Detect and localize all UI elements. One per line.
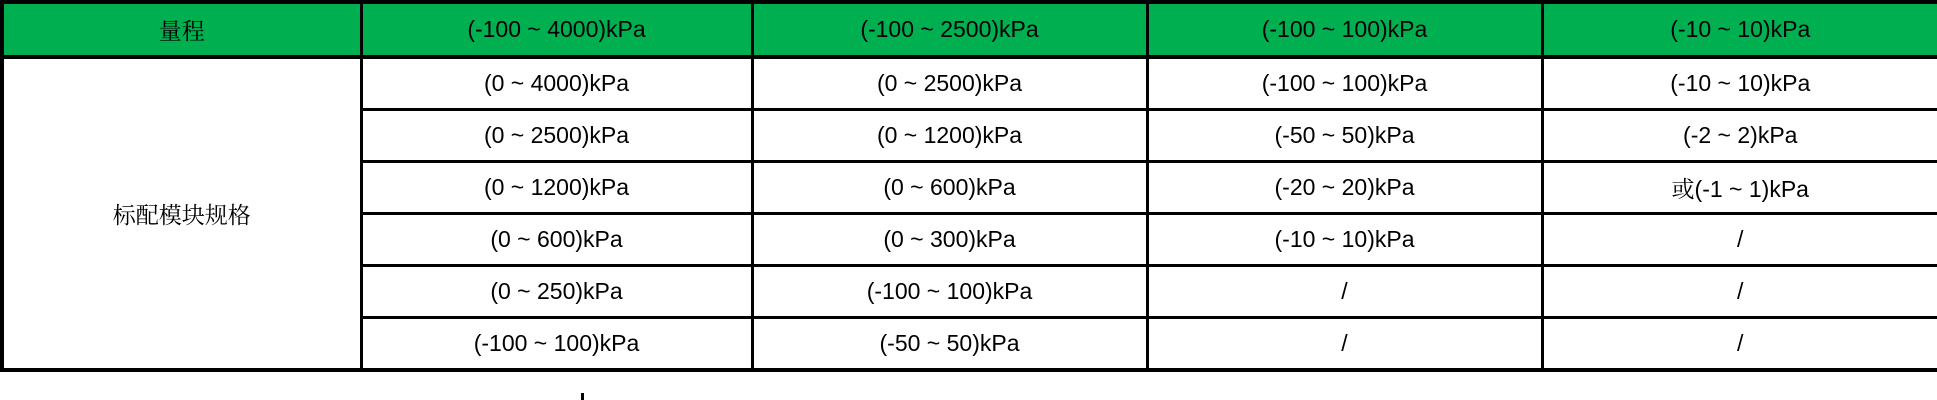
range-cell: (-50 ~ 50)kPa — [1147, 110, 1542, 162]
range-cell: (-20 ~ 20)kPa — [1147, 162, 1542, 214]
range-cell: (0 ~ 4000)kPa — [361, 57, 752, 110]
range-cell: / — [1147, 266, 1542, 318]
table-header-row — [2, 2, 1937, 57]
range-cell: (-100 ~ 100)kPa — [1147, 57, 1542, 110]
range-cell: (-50 ~ 50)kPa — [752, 318, 1147, 371]
range-cell: (-100 ~ 100)kPa — [752, 266, 1147, 318]
range-cell: (-10 ~ 10)kPa — [1542, 57, 1937, 110]
range-cell: (0 ~ 2500)kPa — [752, 57, 1147, 110]
table-row — [2, 57, 1937, 110]
range-cell: (-2 ~ 2)kPa — [1542, 110, 1937, 162]
range-cell: (0 ~ 250)kPa — [361, 266, 752, 318]
range-cell: (-10 ~ 10)kPa — [1147, 214, 1542, 266]
range-cell: (0 ~ 2500)kPa — [361, 110, 752, 162]
cutoff-row-border-stub — [581, 393, 584, 400]
range-cell: (0 ~ 1200)kPa — [361, 162, 752, 214]
header-cell-range-4: (-10 ~ 10)kPa — [1542, 2, 1937, 57]
range-cell: (-100 ~ 100)kPa — [361, 318, 752, 371]
range-cell: / — [1542, 266, 1937, 318]
header-cell-range-3: (-100 ~ 100)kPa — [1147, 2, 1542, 57]
module-spec-label-cell: 标配模块规格 — [2, 57, 361, 370]
range-cell: (0 ~ 600)kPa — [752, 162, 1147, 214]
range-cell: / — [1542, 318, 1937, 371]
range-cell: (0 ~ 1200)kPa — [752, 110, 1147, 162]
range-cell: 或(-1 ~ 1)kPa — [1542, 162, 1937, 214]
range-cell: / — [1147, 318, 1542, 371]
range-cell: / — [1542, 214, 1937, 266]
header-cell-range-2: (-100 ~ 2500)kPa — [752, 2, 1147, 57]
range-cell: (0 ~ 600)kPa — [361, 214, 752, 266]
range-cell: (0 ~ 300)kPa — [752, 214, 1147, 266]
header-cell-range-title: 量程 — [2, 2, 361, 57]
header-cell-range-1: (-100 ~ 4000)kPa — [361, 2, 752, 57]
